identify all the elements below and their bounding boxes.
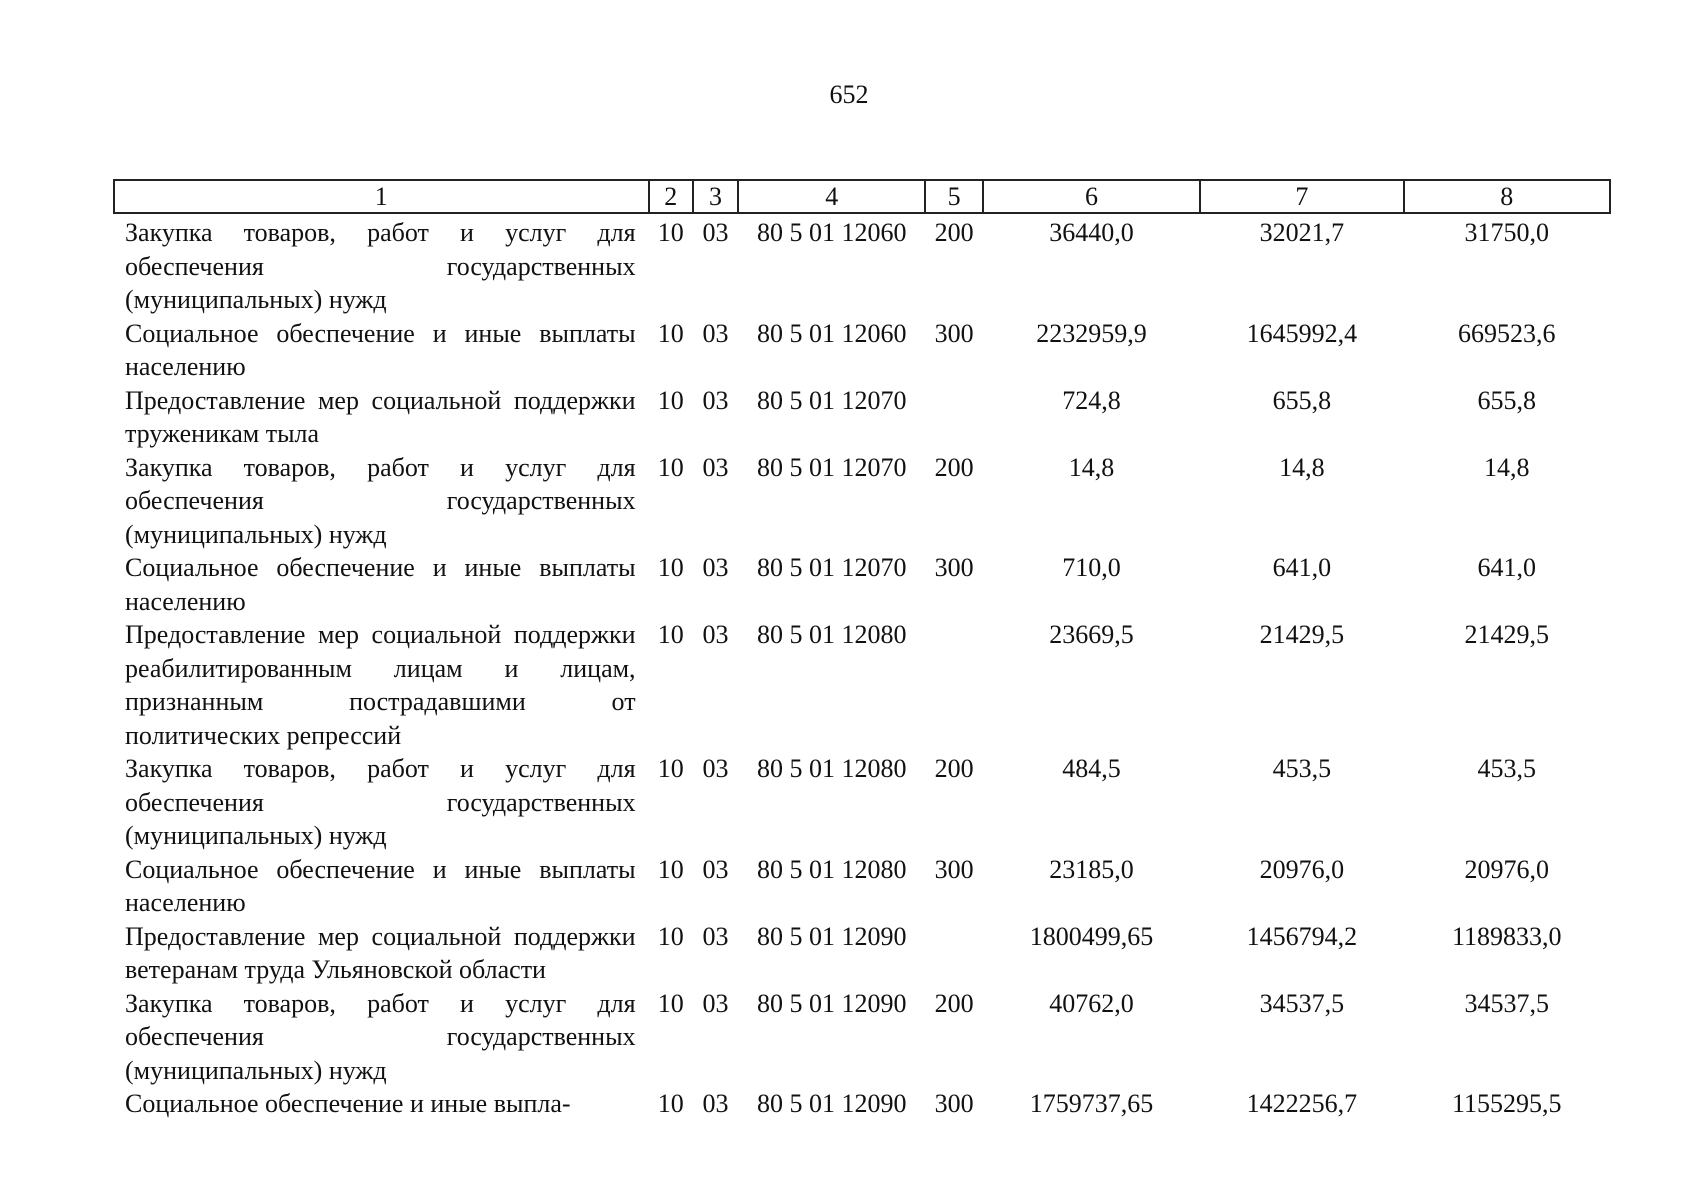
row-expense-type: 300	[934, 1089, 974, 1118]
row-target-code: 80 5 01 12060	[757, 218, 907, 247]
row-description: Социальное обеспечение и иные выпла-	[125, 1089, 571, 1118]
row-expense-type: 300	[934, 318, 974, 348]
row-description: Предоставление мер социальной поддержки ветеранам труда Ульяновской области	[125, 921, 636, 984]
row-description: Социальное обеспечение и иные выплаты населению	[125, 553, 636, 616]
row-section: 10	[657, 1089, 684, 1118]
table-row	[114, 618, 1610, 752]
row-amount-col7: 1456794,2	[1246, 921, 1358, 951]
row-target-code: 80 5 01 12090	[757, 1089, 907, 1118]
row-expense-type	[925, 384, 982, 451]
row-target-code: 80 5 01 12080	[757, 620, 907, 649]
row-section: 10	[657, 620, 684, 649]
table-row	[114, 317, 1610, 384]
row-subsection: 03	[702, 620, 729, 649]
row-description: Закупка товаров, работ и услуг для обеспечения государственных (муниципальных) нужд	[125, 754, 636, 850]
row-section: 10	[657, 921, 684, 951]
row-amount-col6: 23669,5	[1049, 620, 1134, 649]
row-section: 10	[657, 218, 684, 247]
row-amount-col7: 1422256,7	[1246, 1089, 1358, 1118]
row-amount-col8: 453,5	[1477, 754, 1537, 783]
row-amount-col6: 36440,0	[1049, 218, 1134, 247]
row-subsection: 03	[702, 318, 729, 348]
row-amount-col7: 641,0	[1272, 553, 1332, 582]
row-section: 10	[657, 553, 684, 582]
row-amount-col6: 40762,0	[1049, 988, 1134, 1018]
header-col-2: 2	[649, 180, 693, 213]
row-section: 10	[657, 452, 684, 482]
row-amount-col7: 1645992,4	[1246, 318, 1358, 348]
row-amount-col7: 34537,5	[1259, 988, 1345, 1018]
row-expense-type: 300	[934, 553, 974, 582]
header-col-8: 8	[1404, 180, 1610, 213]
row-amount-col6: 710,0	[1062, 553, 1121, 582]
row-description: Закупка товаров, работ и услуг для обеспечения государственных (муниципальных) нужд	[125, 452, 636, 549]
row-expense-type	[925, 920, 982, 987]
row-expense-type: 300	[934, 854, 974, 884]
row-section: 10	[657, 988, 684, 1018]
row-amount-col6: 23185,0	[1049, 854, 1134, 884]
row-subsection: 03	[702, 988, 729, 1018]
row-target-code: 80 5 01 12090	[757, 988, 907, 1018]
table-row	[114, 551, 1610, 618]
row-amount-col8: 655,8	[1477, 385, 1537, 415]
table-row	[114, 451, 1610, 552]
row-amount-col7: 21429,5	[1259, 620, 1345, 649]
row-amount-col6: 1800499,65	[1029, 921, 1154, 951]
header-col-7: 7	[1200, 180, 1403, 213]
row-subsection: 03	[702, 553, 729, 582]
row-expense-type: 200	[934, 988, 974, 1018]
row-amount-col8: 1155295,5	[1452, 1089, 1562, 1118]
row-expense-type: 200	[934, 754, 974, 783]
row-target-code: 80 5 01 12060	[757, 318, 907, 348]
table-row	[114, 384, 1610, 451]
row-description: Закупка товаров, работ и услуг для обеспечения государственных (муниципальных) нужд	[125, 218, 636, 314]
table-row	[114, 987, 1610, 1088]
row-amount-col8: 31750,0	[1464, 218, 1550, 247]
page-number: 652	[829, 80, 869, 109]
row-target-code: 80 5 01 12080	[757, 854, 907, 884]
row-subsection: 03	[702, 385, 729, 415]
row-amount-col7: 20976,0	[1259, 854, 1345, 884]
row-section: 10	[657, 854, 684, 884]
row-target-code: 80 5 01 12070	[757, 385, 907, 415]
row-amount-col6: 2232959,9	[1036, 318, 1147, 348]
row-description: Закупка товаров, работ и услуг для обеспечения государственных (муниципальных) нужд	[125, 988, 636, 1085]
table-row	[114, 1087, 1610, 1121]
header-col-3: 3	[693, 180, 738, 213]
budget-table	[113, 179, 1611, 1121]
row-subsection: 03	[702, 921, 729, 951]
table-row	[114, 920, 1610, 987]
row-subsection: 03	[702, 452, 729, 482]
row-description: Предоставление мер социальной поддержки реабилитированным лицам и лицам, признанным пострадавшими от политических репрессий	[125, 620, 636, 750]
row-expense-type	[925, 618, 982, 752]
row-amount-col7: 655,8	[1272, 385, 1332, 415]
row-target-code: 80 5 01 12080	[757, 754, 907, 783]
row-target-code: 80 5 01 12090	[757, 921, 907, 951]
row-amount-col6: 1759737,65	[1029, 1089, 1154, 1118]
table-header	[114, 180, 1610, 213]
row-amount-col8: 641,0	[1477, 553, 1537, 582]
row-subsection: 03	[702, 218, 729, 247]
table-row	[114, 213, 1610, 317]
header-col-5: 5	[925, 180, 982, 213]
table-row	[114, 853, 1610, 920]
row-amount-col8: 14,8	[1484, 452, 1530, 482]
row-amount-col8: 20976,0	[1464, 854, 1550, 884]
row-subsection: 03	[702, 1089, 729, 1118]
row-amount-col7: 14,8	[1279, 452, 1325, 482]
row-description: Предоставление мер социальной поддержки труженикам тыла	[125, 385, 636, 448]
row-amount-col6: 14,8	[1068, 452, 1115, 482]
header-col-6: 6	[983, 180, 1200, 213]
row-subsection: 03	[702, 854, 729, 884]
row-description: Социальное обеспечение и иные выплаты населению	[125, 854, 636, 917]
row-amount-col8: 21429,5	[1464, 620, 1550, 649]
header-col-4: 4	[738, 180, 925, 213]
row-section: 10	[657, 385, 684, 415]
row-target-code: 80 5 01 12070	[757, 553, 907, 582]
row-amount-col7: 32021,7	[1259, 218, 1345, 247]
row-amount-col6: 724,8	[1062, 385, 1121, 415]
row-subsection: 03	[702, 754, 729, 783]
row-target-code: 80 5 01 12070	[757, 452, 907, 482]
row-section: 10	[657, 318, 684, 348]
row-expense-type: 200	[934, 452, 974, 482]
table-row	[114, 752, 1610, 853]
header-col-1: 1	[114, 180, 649, 213]
row-description: Социальное обеспечение и иные выплаты населению	[125, 318, 636, 381]
row-amount-col8: 34537,5	[1464, 988, 1550, 1018]
header-row	[114, 180, 1610, 213]
row-amount-col8: 669523,6	[1458, 318, 1556, 348]
row-amount-col7: 453,5	[1272, 754, 1332, 783]
row-expense-type: 200	[934, 218, 974, 247]
table-body	[114, 213, 1610, 1121]
row-section: 10	[657, 754, 684, 783]
row-amount-col6: 484,5	[1062, 754, 1121, 783]
row-amount-col8: 1189833,0	[1452, 921, 1562, 951]
